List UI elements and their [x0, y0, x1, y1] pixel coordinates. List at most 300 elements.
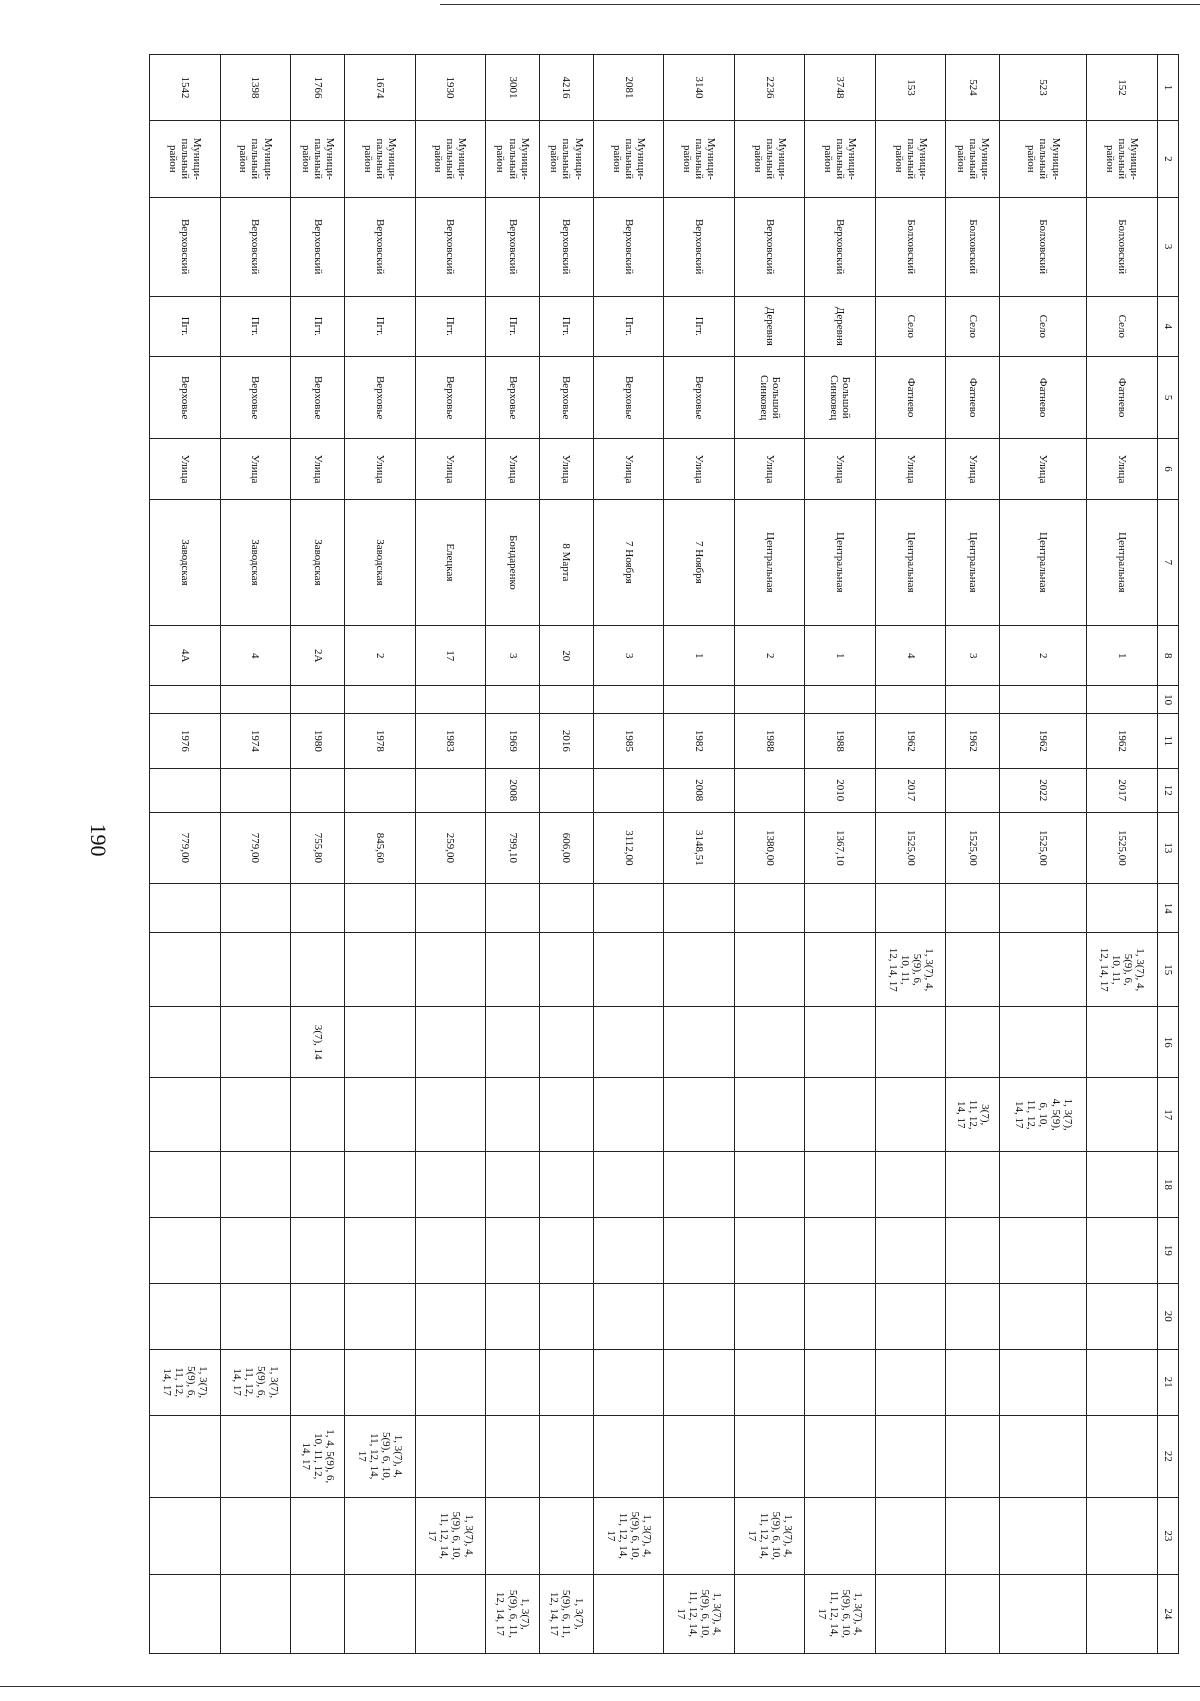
table-cell [734, 1217, 805, 1283]
table-cell [291, 1497, 345, 1574]
table-cell: 1962 [1087, 713, 1158, 768]
table-cell [415, 1152, 486, 1218]
table-cell: Улица [805, 439, 876, 499]
table-cell [345, 1078, 416, 1152]
table-cell: Пгт. [291, 296, 345, 356]
table-cell: Заводская [150, 499, 221, 625]
table-cell: Муници- пальный район [150, 120, 221, 197]
table-cell: 7 Ноября [593, 499, 664, 625]
table-cell: Верховский [486, 197, 540, 296]
table-cell [345, 768, 416, 812]
table-cell: Улица [946, 439, 1000, 499]
table-cell: 4 [220, 626, 291, 686]
table-cell: Улица [150, 439, 221, 499]
table-cell: Центральная [734, 499, 805, 625]
table-cell: Бондаренко [486, 499, 540, 625]
table-cell [1087, 884, 1158, 933]
table-cell [539, 1217, 593, 1283]
table-cell: 1398 [220, 55, 291, 121]
table-cell [345, 1497, 416, 1574]
table-cell: 7 Ноября [664, 499, 735, 625]
table-cell [664, 1349, 735, 1415]
column-header: 19 [1158, 1217, 1179, 1283]
table-cell: Верховский [734, 197, 805, 296]
table-cell [150, 1283, 221, 1349]
table-cell: 259,00 [415, 812, 486, 883]
table-cell: Муници- пальный район [734, 120, 805, 197]
table-row [150, 55, 221, 1654]
table-cell [539, 884, 593, 933]
table-cell [946, 884, 1000, 933]
table-cell [150, 1152, 221, 1218]
table-cell [291, 1349, 345, 1415]
table-cell [539, 933, 593, 1007]
table-cell [593, 933, 664, 1007]
table-cell: Верховье [486, 356, 540, 438]
table-cell: 1380,00 [734, 812, 805, 883]
table-cell: Пгт. [220, 296, 291, 356]
table-cell [734, 933, 805, 1007]
table-cell [415, 768, 486, 812]
table-cell [220, 1152, 291, 1218]
column-header: 12 [1158, 768, 1179, 812]
column-header: 20 [1158, 1283, 1179, 1349]
table-cell: 2 [734, 626, 805, 686]
table-cell: Муници- пальный район [946, 120, 1000, 197]
table-cell: 779,00 [150, 812, 221, 883]
table-cell [1087, 1574, 1158, 1653]
table-cell [734, 1415, 805, 1497]
table-cell [486, 1152, 540, 1218]
table-cell [734, 884, 805, 933]
table-cell: 1978 [345, 713, 416, 768]
table-cell: Верховский [664, 197, 735, 296]
table-cell [946, 1415, 1000, 1497]
table-cell: 1 [1087, 626, 1158, 686]
table-cell: 1, 3(7), 5(9), 6, 11, 12, 14, 17 [486, 1574, 540, 1653]
table-cell [220, 1574, 291, 1653]
column-header: 13 [1158, 812, 1179, 883]
table-row [593, 55, 664, 1654]
table-cell [150, 686, 221, 713]
table-cell [291, 1078, 345, 1152]
table-row [1000, 55, 1087, 1654]
table-cell [1087, 1152, 1158, 1218]
table-cell [150, 1078, 221, 1152]
table-cell [946, 1497, 1000, 1574]
table-cell: 1, 3(7), 4, 5(9), 6, 10, 11, 12, 14, 17 [593, 1497, 664, 1574]
table-cell: 4216 [539, 55, 593, 121]
table-cell [345, 933, 416, 1007]
table-cell [150, 1415, 221, 1497]
table-cell [345, 1574, 416, 1653]
table-cell: Болховский [1087, 197, 1158, 296]
table-cell: 1969 [486, 713, 540, 768]
table-cell: 1367,10 [805, 812, 876, 883]
table-cell [734, 1283, 805, 1349]
table-cell [150, 1574, 221, 1653]
column-header: 3 [1158, 197, 1179, 296]
table-cell: 3001 [486, 55, 540, 121]
table-cell [1000, 1152, 1087, 1218]
table-cell [593, 1415, 664, 1497]
table-cell: Центральная [875, 499, 946, 625]
table-cell: 1, 3(7), 5(9), 6, 11, 12, 14, 17 [150, 1349, 221, 1415]
table-cell [486, 1217, 540, 1283]
table-cell: 1, 3(7), 5(9), 6, 11, 12, 14, 17 [220, 1349, 291, 1415]
table-cell: Верховье [539, 356, 593, 438]
table-cell [946, 1349, 1000, 1415]
table-cell: 3148,51 [664, 812, 735, 883]
registry-table [149, 54, 1179, 1654]
table-cell [486, 1497, 540, 1574]
table-cell [664, 1078, 735, 1152]
table-cell [345, 884, 416, 933]
table-cell [220, 1497, 291, 1574]
table-cell: 2008 [664, 768, 735, 812]
table-cell: 1 [664, 626, 735, 686]
table-cell: 1988 [734, 713, 805, 768]
table-cell [539, 1283, 593, 1349]
table-cell [486, 933, 540, 1007]
table-cell [1000, 1497, 1087, 1574]
table-cell [875, 1283, 946, 1349]
table-cell [1087, 1007, 1158, 1078]
table-cell [946, 768, 1000, 812]
table-cell: Улица [539, 439, 593, 499]
table-cell [734, 1007, 805, 1078]
table-cell [220, 933, 291, 1007]
table-cell [734, 768, 805, 812]
table-cell [415, 1078, 486, 1152]
table-cell: 523 [1000, 55, 1087, 121]
table-cell: 1930 [415, 55, 486, 121]
table-cell [415, 1415, 486, 1497]
table-cell: 3748 [805, 55, 876, 121]
table-cell [486, 686, 540, 713]
table-cell: Болховский [875, 197, 946, 296]
table-cell: 1, 3(7), 4, 5(9), 6, 10, 11, 12, 14, 17 [664, 1574, 735, 1653]
column-header: 6 [1158, 439, 1179, 499]
table-cell [1087, 686, 1158, 713]
table-cell [220, 884, 291, 933]
table-cell: Верховье [220, 356, 291, 438]
table-cell: Деревня [734, 296, 805, 356]
table-cell: 3140 [664, 55, 735, 121]
table-cell: Село [875, 296, 946, 356]
table-cell [415, 1349, 486, 1415]
table-cell: Верховский [291, 197, 345, 296]
table-cell: Болховский [946, 197, 1000, 296]
table-cell [415, 1574, 486, 1653]
table-cell [946, 1217, 1000, 1283]
table-cell [415, 1217, 486, 1283]
table-cell [664, 1217, 735, 1283]
table-cell: Пгт. [345, 296, 416, 356]
table-row [291, 55, 345, 1654]
table-cell: Фатнево [1000, 356, 1087, 438]
table-cell [220, 1415, 291, 1497]
table-cell: Улица [291, 439, 345, 499]
table-cell: 2022 [1000, 768, 1087, 812]
table-cell: 2017 [875, 768, 946, 812]
table-row [345, 55, 416, 1654]
table-cell: 4А [150, 626, 221, 686]
table-cell: Муници- пальный район [415, 120, 486, 197]
table-cell [875, 1497, 946, 1574]
table-cell [1000, 1217, 1087, 1283]
table-cell: 4 [875, 626, 946, 686]
table-cell [539, 1497, 593, 1574]
table-row [875, 55, 946, 1654]
table-cell [946, 1152, 1000, 1218]
table-cell: 1525,00 [946, 812, 1000, 883]
table-cell: 1542 [150, 55, 221, 121]
table-cell: Пгт. [593, 296, 664, 356]
table-cell: Елецкая [415, 499, 486, 625]
table-cell [220, 1283, 291, 1349]
table-cell: 2010 [805, 768, 876, 812]
table-cell [291, 1283, 345, 1349]
table-cell: Верховье [150, 356, 221, 438]
column-header: 4 [1158, 296, 1179, 356]
table-cell: 2 [1000, 626, 1087, 686]
table-cell [593, 884, 664, 933]
table-cell: Центральная [805, 499, 876, 625]
table-cell [539, 686, 593, 713]
table-cell [593, 686, 664, 713]
column-header: 15 [1158, 933, 1179, 1007]
table-cell [1087, 1497, 1158, 1574]
table-cell: 20 [539, 626, 593, 686]
table-cell [593, 1349, 664, 1415]
table-cell: 1976 [150, 713, 221, 768]
table-cell: Улица [734, 439, 805, 499]
table-cell [664, 1497, 735, 1574]
table-cell [1000, 933, 1087, 1007]
table-cell: Село [1087, 296, 1158, 356]
table-cell: Муници- пальный район [539, 120, 593, 197]
table-cell: 1, 3(7), 5(9), 6, 11, 12, 14, 17 [539, 1574, 593, 1653]
table-cell: Верховский [345, 197, 416, 296]
column-header: 7 [1158, 499, 1179, 625]
table-cell: Улица [415, 439, 486, 499]
table-cell [805, 1217, 876, 1283]
table-cell [664, 884, 735, 933]
table-cell: Улица [486, 439, 540, 499]
table-cell: 2А [291, 626, 345, 686]
table-cell: Фатнево [946, 356, 1000, 438]
table-cell: Муници- пальный район [875, 120, 946, 197]
table-body [150, 55, 1158, 1654]
table-cell [1087, 1283, 1158, 1349]
table-cell [1000, 1349, 1087, 1415]
table-row [539, 55, 593, 1654]
column-header: 16 [1158, 1007, 1179, 1078]
table-row [805, 55, 876, 1654]
table-cell: Муници- пальный район [1087, 120, 1158, 197]
table-cell [593, 1007, 664, 1078]
scan-artifact-line [0, 1686, 1200, 1687]
table-cell [734, 1574, 805, 1653]
table-cell: 2017 [1087, 768, 1158, 812]
table-cell [539, 768, 593, 812]
table-cell: 1980 [291, 713, 345, 768]
column-header: 23 [1158, 1497, 1179, 1574]
table-cell: 3(7), 11, 12, 14, 17 [946, 1078, 1000, 1152]
table-cell [946, 1574, 1000, 1653]
table-cell [805, 884, 876, 933]
table-cell: 1525,00 [875, 812, 946, 883]
table-cell: 1, 3(7), 4, 5(9), 6, 10, 11, 12, 14, 17 [345, 1415, 416, 1497]
table-cell: Пгт. [539, 296, 593, 356]
table-cell [220, 1007, 291, 1078]
table-cell: Улица [220, 439, 291, 499]
table-cell [345, 1007, 416, 1078]
table-cell [539, 1007, 593, 1078]
table-cell [805, 1152, 876, 1218]
page-number: 190 [86, 823, 111, 857]
table-cell: Улица [1087, 439, 1158, 499]
table-cell: Пгт. [486, 296, 540, 356]
table-cell: Муници- пальный район [291, 120, 345, 197]
table-cell [1000, 1415, 1087, 1497]
table-cell [150, 1497, 221, 1574]
table-cell [486, 1415, 540, 1497]
table-cell: Улица [345, 439, 416, 499]
table-cell [150, 1217, 221, 1283]
table-cell [291, 933, 345, 1007]
table-cell [150, 933, 221, 1007]
table-cell [664, 1152, 735, 1218]
table-cell: 3 [486, 626, 540, 686]
table-cell [345, 1283, 416, 1349]
table-cell [415, 933, 486, 1007]
column-header: 2 [1158, 120, 1179, 197]
table-cell: 779,00 [220, 812, 291, 883]
table-cell: Верховье [664, 356, 735, 438]
table-cell [539, 1349, 593, 1415]
table-row [415, 55, 486, 1654]
table-cell [220, 1217, 291, 1283]
table-cell [345, 686, 416, 713]
table-cell: Верховский [415, 197, 486, 296]
table-cell [664, 686, 735, 713]
table-cell: Заводская [291, 499, 345, 625]
table-cell: 1 [805, 626, 876, 686]
table-cell: Деревня [805, 296, 876, 356]
table-cell: 1, 3(7), 4, 5(9), 6, 10, 11, 12, 14, 17 [805, 1574, 876, 1653]
table-cell [415, 1283, 486, 1349]
table-cell: Центральная [946, 499, 1000, 625]
table-cell [415, 884, 486, 933]
table-row [946, 55, 1000, 1654]
table-cell: Улица [1000, 439, 1087, 499]
table-cell [593, 1217, 664, 1283]
table-cell: 1988 [805, 713, 876, 768]
table-cell: Болховский [1000, 197, 1087, 296]
table-cell [664, 933, 735, 1007]
table-cell: Заводская [220, 499, 291, 625]
table-cell: Верховский [220, 197, 291, 296]
table-cell [875, 1415, 946, 1497]
table-cell: 1525,00 [1000, 812, 1087, 883]
table-cell [805, 1497, 876, 1574]
table-cell [946, 1007, 1000, 1078]
table-cell [220, 768, 291, 812]
column-header: 10 [1158, 686, 1179, 713]
table-cell [539, 1152, 593, 1218]
column-header: 24 [1158, 1574, 1179, 1653]
table-cell: 799,10 [486, 812, 540, 883]
table-cell [734, 1349, 805, 1415]
table-cell [486, 1349, 540, 1415]
table-cell [291, 1217, 345, 1283]
table-cell [875, 1152, 946, 1218]
table-row [1087, 55, 1158, 1654]
table-cell [1087, 1217, 1158, 1283]
column-header: 14 [1158, 884, 1179, 933]
table-cell [875, 1007, 946, 1078]
table-cell: 2016 [539, 713, 593, 768]
table-cell: Муници- пальный район [486, 120, 540, 197]
table-cell: Улица [664, 439, 735, 499]
table-cell: 1, 4, 5(9), 6, 10, 11, 12, 14, 17 [291, 1415, 345, 1497]
table-cell [291, 1152, 345, 1218]
table-cell: Село [1000, 296, 1087, 356]
table-cell: Верховский [539, 197, 593, 296]
table-cell [150, 768, 221, 812]
table-cell: 1962 [1000, 713, 1087, 768]
table-cell: 524 [946, 55, 1000, 121]
column-header: 11 [1158, 713, 1179, 768]
table-cell: Заводская [345, 499, 416, 625]
table-cell: 2081 [593, 55, 664, 121]
table-cell [946, 1283, 1000, 1349]
table-cell [486, 1283, 540, 1349]
table-cell [593, 1152, 664, 1218]
table-cell [150, 1007, 221, 1078]
table-cell [875, 1078, 946, 1152]
column-header: 18 [1158, 1152, 1179, 1218]
table-cell: 1, 3(7), 4, 5(9), 6, 10, 11, 12, 14, 17 [1087, 933, 1158, 1007]
table-cell [486, 884, 540, 933]
table-cell [875, 884, 946, 933]
table-header-row [1158, 55, 1179, 1654]
table-cell: Верховье [593, 356, 664, 438]
table-cell: 1983 [415, 713, 486, 768]
table-cell: 153 [875, 55, 946, 121]
table-cell: Село [946, 296, 1000, 356]
table-cell: 1, 3(7), 4, 5(9), 6, 10, 11, 12, 14, 17 [875, 933, 946, 1007]
table-cell: 1974 [220, 713, 291, 768]
table-cell: Муници- пальный район [220, 120, 291, 197]
table-cell [345, 1349, 416, 1415]
table-cell [593, 1574, 664, 1653]
table-cell: Верховье [345, 356, 416, 438]
table-cell [946, 933, 1000, 1007]
table-cell: 1766 [291, 55, 345, 121]
table-cell: 1, 3(7), 4, 5(9), 6, 10, 11, 12, 14, 17 [415, 1497, 486, 1574]
table-cell: 152 [1087, 55, 1158, 121]
table-cell [805, 1283, 876, 1349]
table-cell: 3112,00 [593, 812, 664, 883]
table-row [664, 55, 735, 1654]
table-cell: 3 [946, 626, 1000, 686]
table-cell: 3 [593, 626, 664, 686]
table-cell [946, 686, 1000, 713]
table-cell [875, 1349, 946, 1415]
